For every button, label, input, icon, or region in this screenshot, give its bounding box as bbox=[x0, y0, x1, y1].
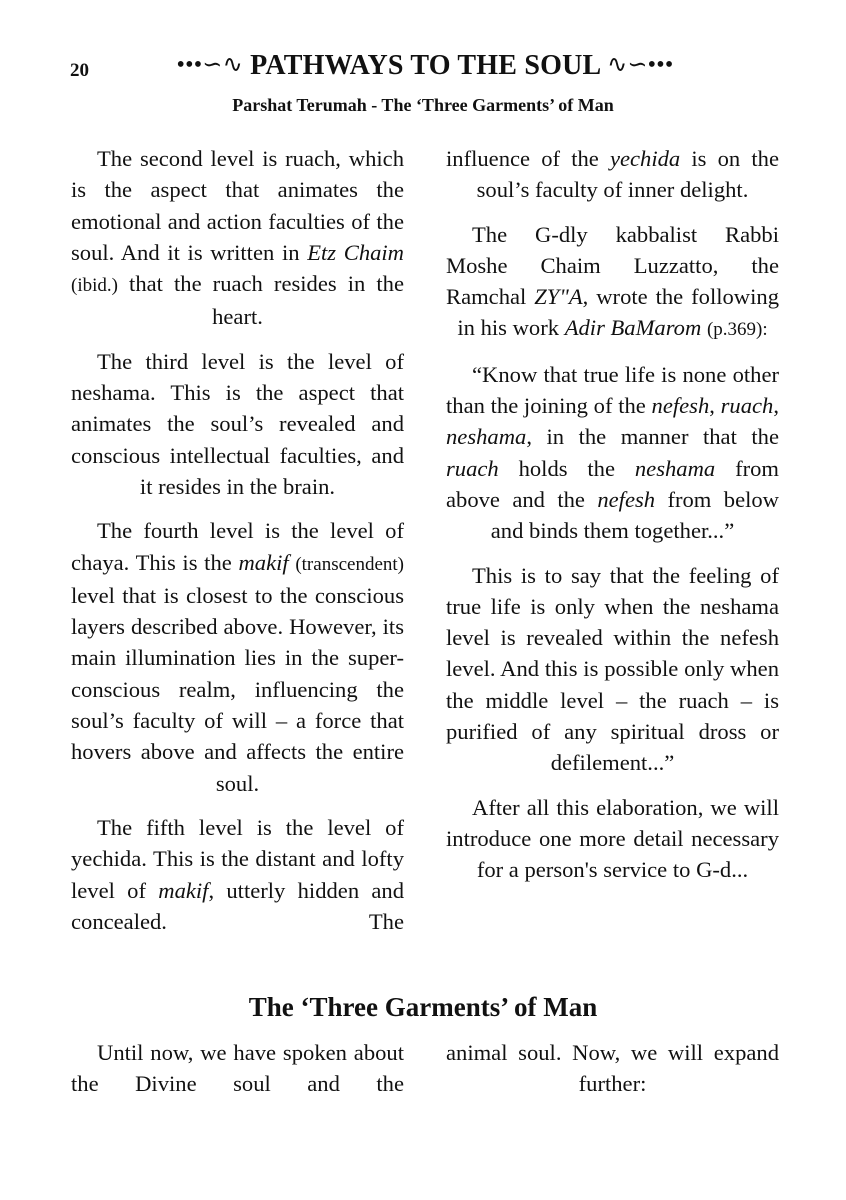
paragraph-continuation bbox=[446, 143, 779, 206]
text-span: influence of the bbox=[446, 146, 610, 171]
citation: (ibid.) bbox=[71, 275, 118, 297]
italic-text: Etz Chaim bbox=[307, 239, 405, 265]
text-span: , utterly hidden and concealed. The bbox=[71, 877, 405, 934]
italic-text: neshama bbox=[446, 424, 527, 450]
italic-text: yechida bbox=[609, 146, 681, 171]
italic-text: makif bbox=[158, 877, 209, 903]
text-span: The fourth level is the level of chaya. This is the bbox=[71, 518, 404, 575]
running-header bbox=[130, 50, 720, 82]
paragraph-true-life: This is to say that the feeling of true life is only when the neshama level is revealed within the nefesh level. And this is possible only when the middle level – the ruach – is purified of any spiritual dross or defilement...” bbox=[446, 562, 779, 776]
text-span: holds the bbox=[498, 455, 635, 481]
text-span: level that is closest to the conscious layers described above. However, its main illumination lies in the super-conscious realm, influencing the soul’s faculty of will – a force that hovers above and affects the entire soul. bbox=[71, 582, 404, 796]
paragraph-quote bbox=[446, 359, 779, 547]
ornament-left-icon: •••∽∿ bbox=[176, 52, 243, 78]
text-span: , wrote the following in his work bbox=[457, 284, 779, 341]
text-span: The fifth level is the level of yechida. This is the distant and lofty level of bbox=[71, 814, 404, 903]
left-column bbox=[71, 143, 404, 950]
chapter-subtitle: Parshat Terumah - The ‘Three Garments’ of Man bbox=[232, 95, 614, 115]
italic-text: makif bbox=[238, 549, 289, 575]
italic-text: nefesh bbox=[651, 393, 710, 419]
text-span: , bbox=[709, 393, 721, 419]
citation: (p.369): bbox=[706, 319, 768, 341]
italic-text: ruach bbox=[720, 393, 774, 419]
text-span: from below and binds them together...” bbox=[490, 486, 779, 544]
text-span: is on the soul’s faculty of inner delight. bbox=[476, 146, 779, 203]
text-span: from above and the bbox=[446, 455, 779, 512]
book-title: PATHWAYS TO THE SOUL bbox=[250, 50, 600, 81]
section-heading: The ‘Three Garments’ of Man bbox=[248, 992, 598, 1022]
text-span: The G-dly kabbalist Rabbi Moshe Chaim Luzzatto, the Ramchal bbox=[446, 221, 779, 310]
paragraph-section-continuation: animal soul. Now, we will expand further: bbox=[446, 1040, 779, 1097]
paragraph-ruach bbox=[71, 143, 404, 333]
text-span: , in the manner that the bbox=[526, 424, 779, 450]
parenthetical: (transcendent) bbox=[295, 553, 404, 575]
paragraph-section-intro: Until now, we have spoken about the Divine soul and the bbox=[71, 1040, 404, 1097]
right-column bbox=[446, 143, 779, 899]
text-span: The second level is ruach, which is the aspect that animates the emotional and action faculties of the soul. And it is written in bbox=[71, 146, 404, 265]
paragraph-yechida bbox=[71, 812, 404, 937]
italic-text: neshama bbox=[634, 455, 716, 481]
ornament-right-icon: ∿∽••• bbox=[607, 52, 674, 78]
text-span: , bbox=[773, 393, 780, 419]
italic-text: nefesh bbox=[597, 486, 656, 512]
section-left-column bbox=[71, 1037, 404, 1113]
text-span: “Know that true life is none other than the joining of the bbox=[446, 361, 779, 419]
paragraph-ramchal bbox=[446, 219, 779, 346]
paragraph-neshama: The third level is the level of neshama. This is the aspect that animates the soul’s revealed and conscious intellectual faculties, and it resides in the brain. bbox=[71, 348, 404, 499]
italic-text: Adir BaMarom bbox=[564, 315, 702, 341]
section-right-column bbox=[446, 1037, 779, 1113]
paragraph-elaboration: After all this elaboration, we will introduce one more detail necessary for a person's service to G-d... bbox=[446, 794, 779, 883]
page-number: 20 bbox=[70, 60, 89, 81]
paragraph-chaya bbox=[71, 515, 404, 799]
italic-text: ZY"A bbox=[534, 284, 583, 310]
italic-text: ruach bbox=[446, 455, 499, 481]
text-span: that the ruach resides in the heart. bbox=[117, 271, 404, 330]
